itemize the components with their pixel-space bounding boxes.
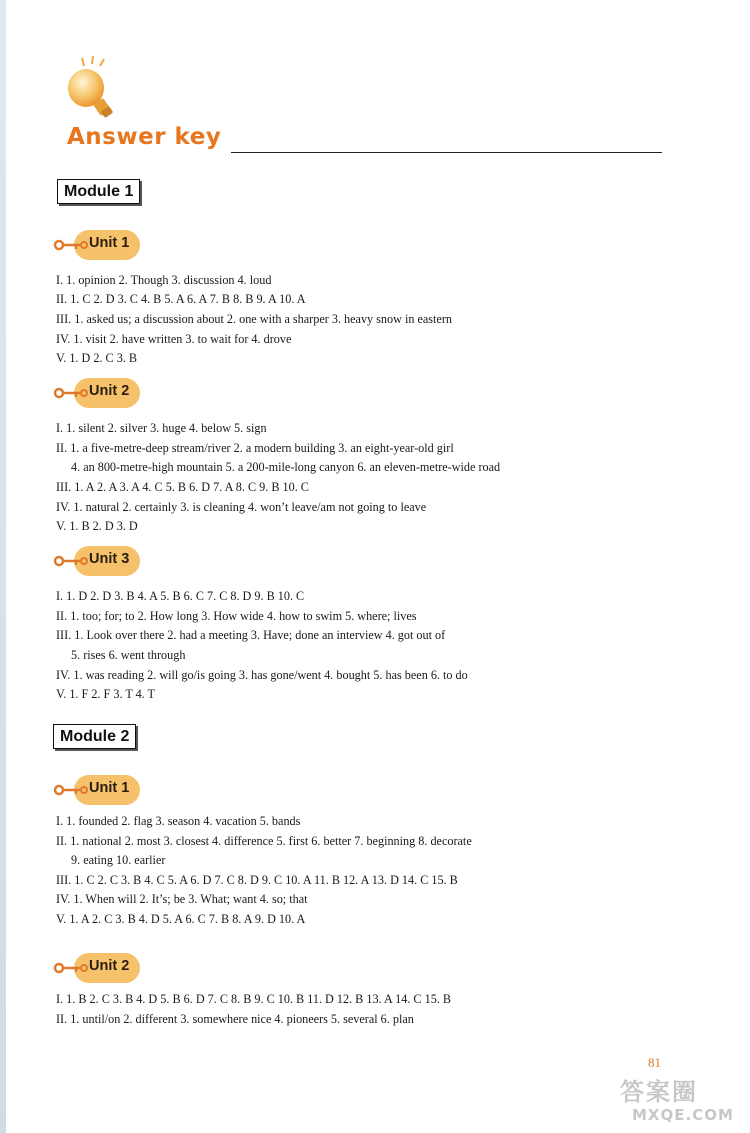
page-title: Answer key — [67, 124, 222, 150]
answer-line: V. 1. B 2. D 3. D — [56, 519, 138, 533]
unit-tab-m1u2 — [52, 377, 142, 409]
watermark-domain: MXQE.COM — [632, 1106, 734, 1124]
answer-line: 4. an 800-metre-high mountain 5. a 200-mile-long canyon 6. an eleven-metre-wide road — [71, 460, 501, 474]
unit-tab-m2u1 — [52, 774, 142, 806]
title-rule — [231, 152, 662, 153]
answer-line: V. 1. A 2. C 3. B 4. D 5. A 6. C 7. B 8. A 9. D 10. A — [56, 912, 306, 926]
unit-label: Unit 3 — [89, 551, 130, 567]
module-heading-2: Module 2 — [53, 724, 136, 749]
answer-line: III. 1. C 2. C 3. B 4. C 5. A 6. D 7. C 8. D 9. C 10. A 11. B 12. A 13. D 14. C 15. B — [56, 873, 458, 887]
unit-tab-m1u3 — [52, 545, 142, 577]
answer-line: IV. 1. visit 2. have written 3. to wait for 4. drove — [56, 332, 292, 346]
answer-line: IV. 1. When will 2. It’s; be 3. What; want 4. so; that — [56, 892, 308, 906]
answer-line: I. 1. D 2. D 3. B 4. A 5. B 6. C 7. C 8. D 9. B 10. C — [56, 589, 305, 603]
left-margin-strip — [0, 0, 6, 1133]
unit-tab-m1u1 — [52, 229, 142, 261]
answer-line: II. 1. until/on 2. different 3. somewhere nice 4. pioneers 5. several 6. plan — [56, 1012, 414, 1026]
answer-line: II. 1. C 2. D 3. C 4. B 5. A 6. A 7. B 8. B 9. A 10. A — [56, 292, 306, 306]
unit-label: Unit 2 — [89, 958, 130, 974]
watermark-text: 答案圈 — [620, 1078, 698, 1106]
watermark-logo — [612, 1072, 742, 1128]
answer-line: I. 1. founded 2. flag 3. season 4. vacation 5. bands — [56, 814, 301, 828]
module-heading-1: Module 1 — [57, 179, 140, 204]
unit-label: Unit 1 — [89, 235, 130, 251]
answer-line: III. 1. Look over there 2. had a meeting 3. Have; done an interview 4. got out of — [56, 628, 446, 642]
answer-line: I. 1. B 2. C 3. B 4. D 5. B 6. D 7. C 8. B 9. C 10. B 11. D 12. B 13. A 14. C 15. B — [56, 992, 452, 1006]
answer-line: I. 1. silent 2. silver 3. huge 4. below 5. sign — [56, 421, 267, 435]
answer-line: III. 1. asked us; a discussion about 2. one with a sharper 3. heavy snow in eastern — [56, 312, 452, 326]
answer-line: II. 1. a five-metre-deep stream/river 2. a modern building 3. an eight-year-old girl — [56, 441, 454, 455]
unit-tab-m2u2 — [52, 952, 142, 984]
answer-line: V. 1. F 2. F 3. T 4. T — [56, 687, 155, 701]
answer-line: IV. 1. was reading 2. will go/is going 3. has gone/went 4. bought 5. has been 6. to do — [56, 668, 468, 682]
unit-label: Unit 2 — [89, 383, 130, 399]
answer-line: IV. 1. natural 2. certainly 3. is cleaning 4. won’t leave/am not going to leave — [56, 500, 427, 514]
answer-line: I. 1. opinion 2. Though 3. discussion 4. loud — [56, 273, 272, 287]
answer-line: 5. rises 6. went through — [71, 648, 186, 662]
page-number: 81 — [648, 1055, 661, 1070]
answer-line: III. 1. A 2. A 3. A 4. C 5. B 6. D 7. A 8. C 9. B 10. C — [56, 480, 309, 494]
answer-line: II. 1. national 2. most 3. closest 4. difference 5. first 6. better 7. beginning 8. decorate — [56, 834, 472, 848]
unit-label: Unit 1 — [89, 780, 130, 796]
lightbulb-icon — [62, 56, 122, 126]
answer-line: II. 1. too; for; to 2. How long 3. How wide 4. how to swim 5. where; lives — [56, 609, 417, 623]
answer-line: 9. eating 10. earlier — [71, 853, 166, 867]
answer-line: V. 1. D 2. C 3. B — [56, 351, 138, 365]
